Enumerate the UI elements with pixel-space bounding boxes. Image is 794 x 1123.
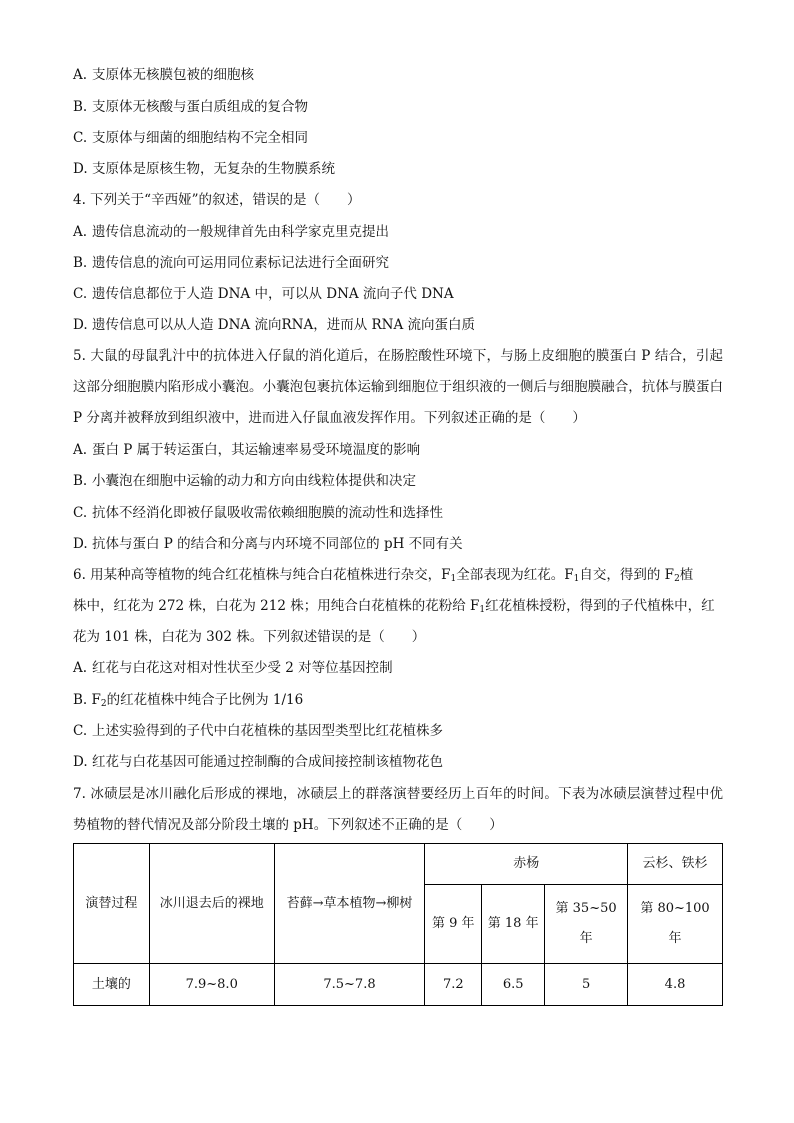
q3-option-b: B. 支原体无核酸与蛋白质组成的复合物 — [73, 99, 308, 115]
q6-stem-line2: 株中，红花为 272 株，白花为 212 株；用纯合白花植株的花粉给 $F_1$红花植株授粉，得到的子代植株中，红 — [73, 598, 715, 615]
succession-table — [73, 843, 723, 1006]
table-soil-value: 6.5 — [482, 964, 545, 1006]
q4-stem: 4. 下列关于“辛西娅”的叙述，错误的是（ ） — [73, 192, 361, 208]
table-row-header: 演替过程 — [74, 844, 150, 964]
q6-option-c: C. 上述实验得到的子代中白花植株的基因型类型比红花植株多 — [73, 723, 443, 739]
q3-option-c: C. 支原体与细菌的细胞结构不完全相同 — [73, 130, 308, 146]
table-soil-value: 4.8 — [628, 964, 723, 1006]
q6-option-b: B. $F_2$的红花植株中纯合子比例为 1/16 — [73, 692, 304, 709]
table-year-cell: 第 35~50 年 — [545, 885, 628, 964]
table-year-cell: 第 18 年 — [482, 885, 545, 964]
table-col-bare-land: 冰川退去后的裸地 — [149, 844, 274, 964]
table-soil-value: 7.9~8.0 — [149, 964, 274, 1006]
q4-option-d: D. 遗传信息可以从人造 DNA 流向RNA，进而从 RNA 流向蛋白质 — [73, 317, 476, 333]
table-soil-row — [74, 964, 723, 1006]
q6-stem-line3: 花为 101 株，白花为 302 株。下列叙述错误的是（ ） — [73, 629, 426, 645]
table-soil-value: 7.2 — [425, 964, 482, 1006]
table-header-row — [74, 844, 723, 885]
table-year-cell: 第 9 年 — [425, 885, 482, 964]
q4-option-a: A. 遗传信息流动的一般规律首先由科学家克里克提出 — [73, 224, 389, 240]
table-col-moss-willow: 苔藓→草本植物→柳树 — [274, 844, 425, 964]
table-year-cell: 第 80~100 年 — [628, 885, 723, 964]
q4-option-b: B. 遗传信息的流向可运用同位素标记法进行全面研究 — [73, 255, 389, 271]
q5-option-b: B. 小囊泡在细胞中运输的动力和方向由线粒体提供和决定 — [73, 473, 416, 489]
q5-stem: 5. 大鼠的母鼠乳汁中的抗体进入仔鼠的消化道后，在肠腔酸性环境下，与肠上皮细胞的膜蛋白 P 结合，引起这部分细胞膜内陷形成小囊泡。小囊泡包裹抗体运输到细胞位于组织液的一侧后与细胞膜融合，抗体与膜蛋白 P 分离并被释放到组织液中，进而进入仔鼠血液发挥作用。下列叙述正确的是（ ） — [73, 348, 723, 427]
q6-stem-line1: 6. 用某种高等植物的纯合红花植株与纯合白花植株进行杂交，$F_1$全部表现为红花。$F_1$自交，得到的 $F_2$植 — [73, 567, 694, 584]
table-soil-header: 土壤的 — [74, 964, 150, 1006]
q5-option-a: A. 蛋白 P 属于转运蛋白，其运输速率易受环境温度的影响 — [73, 442, 421, 458]
table-soil-value: 5 — [545, 964, 628, 1006]
table-group-alder: 赤杨 — [425, 844, 628, 885]
q5-option-c: C. 抗体不经消化即被仔鼠吸收需依赖细胞膜的流动性和选择性 — [73, 505, 443, 521]
q6-option-a: A. 红花与白花这对相对性状至少受 2 对等位基因控制 — [73, 660, 393, 676]
q6-option-d: D. 红花与白花基因可能通过控制酶的合成间接控制该植物花色 — [73, 754, 443, 770]
q5-option-d: D. 抗体与蛋白 P 的结合和分离与内环境不同部位的 pH 不同有关 — [73, 536, 463, 552]
q3-option-d: D. 支原体是原核生物，无复杂的生物膜系统 — [73, 161, 335, 177]
table-group-spruce: 云杉、铁杉 — [628, 844, 723, 885]
table-soil-value: 7.5~7.8 — [274, 964, 425, 1006]
q3-option-a: A. 支原体无核膜包被的细胞核 — [73, 67, 254, 83]
q4-option-c: C. 遗传信息都位于人造 DNA 中，可以从 DNA 流向子代 DNA — [73, 286, 454, 302]
q7-stem: 7. 冰碛层是冰川融化后形成的裸地，冰碛层上的群落演替要经历上百年的时间。下表为冰碛层演替过程中优势植物的替代情况及部分阶段土壤的 pH。下列叙述不正确的是（ ） — [73, 786, 723, 834]
